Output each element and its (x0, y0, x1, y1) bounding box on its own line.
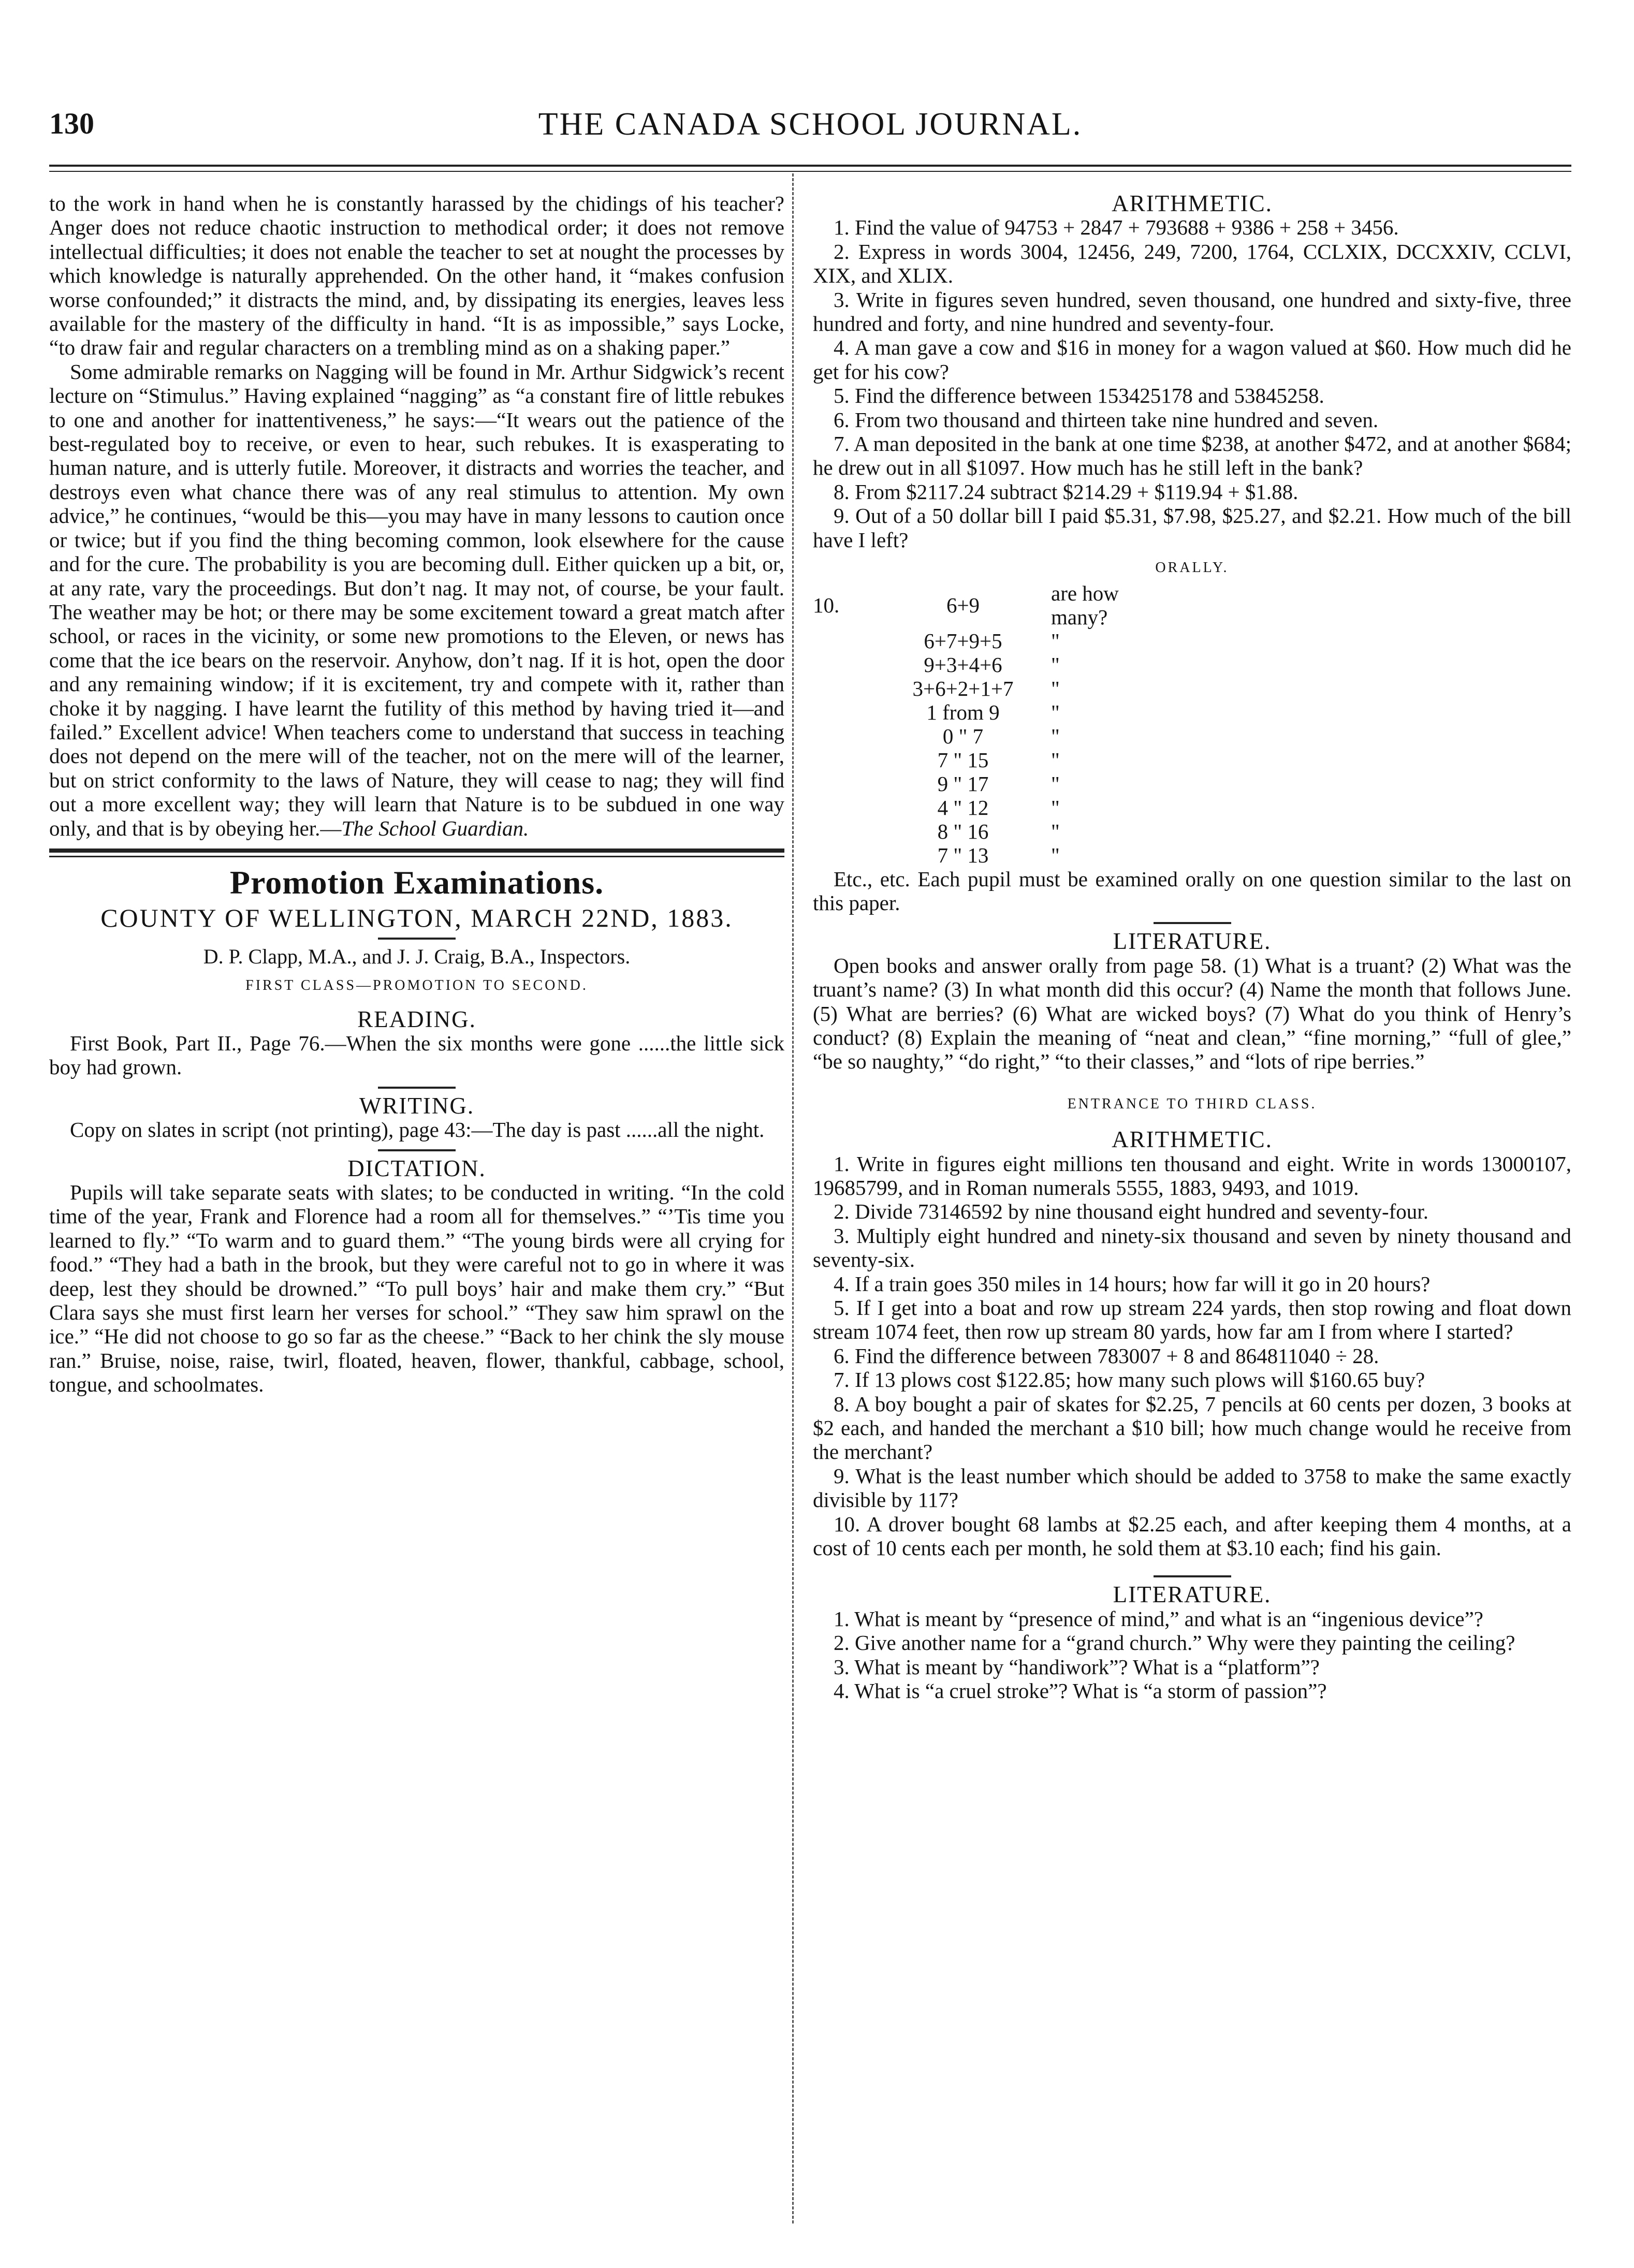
oral-ditto: " (1051, 819, 1060, 843)
arithmetic-item: 3. Multiply eight hundred and ninety-six thousand and seven by ninety thousand and seventy-six. (813, 1223, 1571, 1272)
oral-num (813, 796, 885, 820)
section-rule-thin (49, 856, 784, 857)
oral-row (813, 581, 1124, 629)
class-heading: FIRST CLASS—PROMOTION TO SECOND. (245, 977, 588, 994)
reading-text: First Book, Part II., Page 76.—When the six months were gone ......the little sick boy had grown. (49, 1031, 784, 1079)
header-rule-thin (49, 171, 1571, 172)
oral-ditto: " (1051, 843, 1060, 867)
oral-expr: 3+6+2+1+7 (912, 676, 1014, 700)
oral-num (813, 629, 885, 653)
oral-expr: 8 " 16 (937, 819, 989, 843)
arithmetic-item: 10. A drover bought 68 lambs at $2.25 each, and after keeping them 4 months, at a cost of 10 cents each per month, he sold them at $3.10 each; find his gain. (813, 1512, 1571, 1560)
short-rule (378, 1149, 456, 1151)
oral-ditto: " (1051, 676, 1060, 700)
arithmetic-item: 4. If a train goes 350 miles in 14 hours; how far will it go in 20 hours? (834, 1271, 1431, 1296)
oral-num (813, 724, 885, 748)
oral-row (813, 820, 1124, 843)
dictation-text: Pupils will take separate seats with slates; to be conducted in writing. “In the cold time of the year, Frank and Florence had a room all for themselves.” “’Tis time you learned to fly.” “To warm and to guard them.” “The young birds were all crying for food.” “They had a bath in the brook, but they were careful not to go in where it was deep, lest they should be drowned.” “To pull boys’ hair and make them cry.” “But Clara says she must first learn her verses for school.” “They saw him sprawl on the ice.” “He did not choose to go so far as the cheese.” “Back to her chink the sly mouse ran.” Bruise, noise, raise, twirl, floated, heaven, flower, thankful, cabbage, school, tongue, and schoolmates. (49, 1180, 784, 1397)
reading-heading: READING. (357, 1006, 476, 1032)
essay-paragraph-1: to the work in hand when he is constantly harassed by the chidings of his teacher? Anger does not reduce chaotic instruction to methodical order; it does not remove intellectual difficulties; it does not enable the teacher to set at nought the processes by which knowledge is naturally apprehended. On the other hand, it “makes confusion worse confounded;” it distracts the mind, and, by dissipating its energies, leaves less available for the mastery of the difficulty in hand. “It is as impossible,” says Locke, “to draw fair and regular characters on a trembling mind as on a shaking paper.” (49, 192, 784, 360)
oral-row (813, 629, 1124, 653)
essay-paragraph-2 (49, 360, 784, 840)
oral-num (813, 700, 885, 724)
section-rule (49, 848, 784, 853)
essay-source: The School Guardian. (341, 816, 529, 840)
arithmetic-item: 5. Find the difference between 153425178 and 53845258. (834, 384, 1324, 408)
arithmetic-item: 2. Express in words 3004, 12456, 249, 7200, 1764, CCLXIX, DCCXXIV, CCLVI, XIX, and XLIX. (813, 239, 1571, 288)
literature-item: 2. Give another name for a “grand church.” Why were they painting the ceiling? (834, 1631, 1515, 1655)
entrance-heading: ENTRANCE TO THIRD CLASS. (1067, 1095, 1317, 1112)
oral-expr: 6+7+9+5 (924, 628, 1002, 653)
oral-note: Etc., etc. Each pupil must be examined orally on one question similar to the last on this paper. (813, 867, 1571, 915)
arithmetic-list-1 (813, 215, 1571, 552)
oral-num (813, 677, 885, 700)
oral-row (813, 748, 1124, 772)
short-rule (378, 938, 456, 940)
journal-title: THE CANADA SCHOOL JOURNAL. (538, 107, 1083, 142)
arithmetic-item: 4. A man gave a cow and $16 in money for a wagon valued at $60. How much did he get for his cow? (813, 335, 1571, 384)
literature-list-2 (813, 1607, 1571, 1703)
oral-row (813, 796, 1124, 820)
short-rule (1154, 1575, 1231, 1577)
oral-expr: 7 " 13 (937, 843, 989, 867)
arithmetic-item: 7. If 13 plows cost $122.85; how many such plows will $160.65 buy? (834, 1368, 1425, 1392)
oral-expr: 0 " 7 (942, 724, 984, 748)
oral-row (813, 724, 1124, 748)
oral-expr: 1 from 9 (926, 700, 1000, 724)
orally-heading: ORALLY. (1155, 560, 1229, 576)
right-column (813, 192, 1571, 1703)
inspectors-line: D. P. Clapp, M.A., and J. J. Craig, B.A., Inspectors. (203, 944, 631, 968)
oral-questions-table (813, 581, 1124, 867)
oral-ditto: " (1051, 795, 1060, 820)
oral-row (813, 843, 1124, 867)
literature-heading-1: LITERATURE. (1113, 928, 1272, 955)
column-divider (792, 173, 794, 2223)
arithmetic-item: 9. Out of a 50 dollar bill I paid $5.31, $7.98, $25.27, and $2.21. How much of the bill have I left? (813, 504, 1571, 552)
oral-ditto: are how many? (1051, 581, 1119, 629)
oral-row (813, 653, 1124, 677)
oral-num (813, 820, 885, 843)
page-number: 130 (49, 107, 94, 140)
arithmetic-item: 1. Find the value of 94753 + 2847 + 793688 + 9386 + 258 + 3456. (834, 215, 1399, 240)
header-rule (49, 165, 1571, 167)
arithmetic-item: 6. From two thousand and thirteen take nine hundred and seven. (834, 407, 1379, 432)
oral-ditto: " (1051, 652, 1060, 677)
oral-num (813, 748, 885, 772)
literature-heading-2: LITERATURE. (1113, 1582, 1272, 1608)
arithmetic-item: 9. What is the least number which should be added to 3758 to make the same exactly divisible by 117? (813, 1464, 1571, 1512)
arithmetic-item: 5. If I get into a boat and row up stream 224 yards, then stop rowing and float down stream 1074 feet, then row up stream 80 yards, how far am I from where I started? (813, 1296, 1571, 1344)
short-rule (378, 1087, 456, 1089)
arithmetic-list-2 (813, 1152, 1571, 1560)
oral-row (813, 677, 1124, 700)
writing-heading: WRITING. (359, 1092, 475, 1119)
county-heading: COUNTY OF WELLINGTON, MARCH 22ND, 1883. (100, 903, 733, 933)
literature-item: 3. What is meant by “handiwork”? What is a “platform”? (834, 1655, 1320, 1679)
oral-row (813, 700, 1124, 724)
arithmetic-item: 8. From $2117.24 subtract $214.29 + $119.94 + $1.88. (834, 479, 1299, 504)
oral-num: 10. (813, 593, 840, 617)
arithmetic-item: 8. A boy bought a pair of skates for $2.25, 7 pencils at 60 cents per dozen, 3 books at $2 each, and handed the merchant a $10 bill; how much change would he receive from the merchant? (813, 1392, 1571, 1464)
writing-text: Copy on slates in script (not printing), page 43:—The day is past ......all the night. (70, 1118, 765, 1142)
oral-expr: 6+9 (946, 593, 980, 617)
oral-ditto: " (1051, 748, 1060, 772)
literature-text-1: Open books and answer orally from page 58. (1) What is a truant? (2) What was the truant’s name? (3) In what month did this occur? (4) Name the month that follows June. (5) What are berries? (6) What are wicked boys? (7) What do you think of Henry’s conduct? (8) Explain the meaning of “neat and clean,” “fine morning,” “full of glee,” “be so naughty,” “do right,” “to their classes,” and “lots of ripe berries.” (813, 953, 1571, 1074)
oral-ditto: " (1051, 771, 1060, 796)
oral-num (813, 843, 885, 867)
arithmetic-item: 2. Divide 73146592 by nine thousand eight hundred and seventy-four. (834, 1199, 1428, 1224)
short-rule (1154, 922, 1231, 924)
oral-ditto: " (1051, 724, 1060, 748)
page-header (49, 106, 1571, 153)
oral-ditto: " (1051, 700, 1060, 724)
arithmetic-item: 6. Find the difference between 783007 + 8 and 864811040 ÷ 28. (834, 1343, 1379, 1368)
essay-paragraph-2-text: Some admirable remarks on Nagging will be found in Mr. Arthur Sidgwick’s recent lecture on “Stimulus.” Having explained “nagging” as “a constant fire of little rebukes to one and another for inattentiveness,” he says:—“It wears out the patience of the best-regulated boy to receive, or even to hear, such rebukes. It is exasperating to human nature, and is utterly futile. Moreover, it distracts and worries the teacher, and destroys even what chance there was of any real stimulus to attention. My own advice,” he continues, “would be this—you may have in many lessons to caution once or twice; but if you find the thing becoming common, look elsewhere for the cause and for the cure. The probability is you are becoming dull. Either quicken up a bit, or, at any rate, vary the proceedings. But don’t nag. It may not, of course, be your fault. The weather may be hot; or there may be some excitement toward a great match after school, or races in the vicinity, or some new promotions to the Eleven, or news has come that the ice bears on the reservoir. Anyhow, don’t nag. If it is hot, open the door and any remaining window; if it is excitement, try and compete with it, rather than choke it by nagging. I have learnt the futility of this method by having tried it—and failed.” Excellent advice! When teachers come to understand that success in teaching does not depend on the mere will of the teacher, not on the mere will of the learner, but on strict conformity to the laws of Nature, they will cease to nag; they will find out a more excellent way; they will learn that Nature is to be subdued in one way only, and that is by obeying her.— (49, 359, 784, 840)
oral-num (813, 653, 885, 677)
dictation-heading: DICTATION. (347, 1155, 486, 1181)
left-column (49, 192, 784, 1397)
arithmetic-heading-1: ARITHMETIC. (1112, 191, 1273, 216)
arithmetic-heading-2: ARITHMETIC. (1112, 1126, 1273, 1153)
literature-item: 4. What is “a cruel stroke”? What is “a storm of passion”? (834, 1679, 1327, 1703)
promotion-title: Promotion Examinations. (229, 864, 604, 901)
arithmetic-item: 7. A man deposited in the bank at one time $238, at another $472, and at another $684; he drew out in all $1097. How much has he still left in the bank? (813, 432, 1571, 480)
arithmetic-item: 3. Write in figures seven hundred, seven thousand, one hundred and sixty-five, three hundred and forty, and nine hundred and seventy-four. (813, 287, 1571, 336)
arithmetic-item: 1. Write in figures eight millions ten thousand and eight. Write in words 13000107, 19685799, and in Roman numerals 5555, 1883, 9493, and 1019. (813, 1151, 1571, 1199)
oral-expr: 7 " 15 (937, 748, 989, 772)
oral-ditto: " (1051, 628, 1060, 653)
oral-row (813, 772, 1124, 796)
oral-num (813, 772, 885, 796)
oral-expr: 9+3+4+6 (924, 652, 1002, 677)
oral-expr: 9 " 17 (937, 771, 989, 796)
literature-item: 1. What is meant by “presence of mind,” and what is an “ingenious device”? (834, 1606, 1484, 1631)
oral-expr: 4 " 12 (937, 795, 989, 820)
